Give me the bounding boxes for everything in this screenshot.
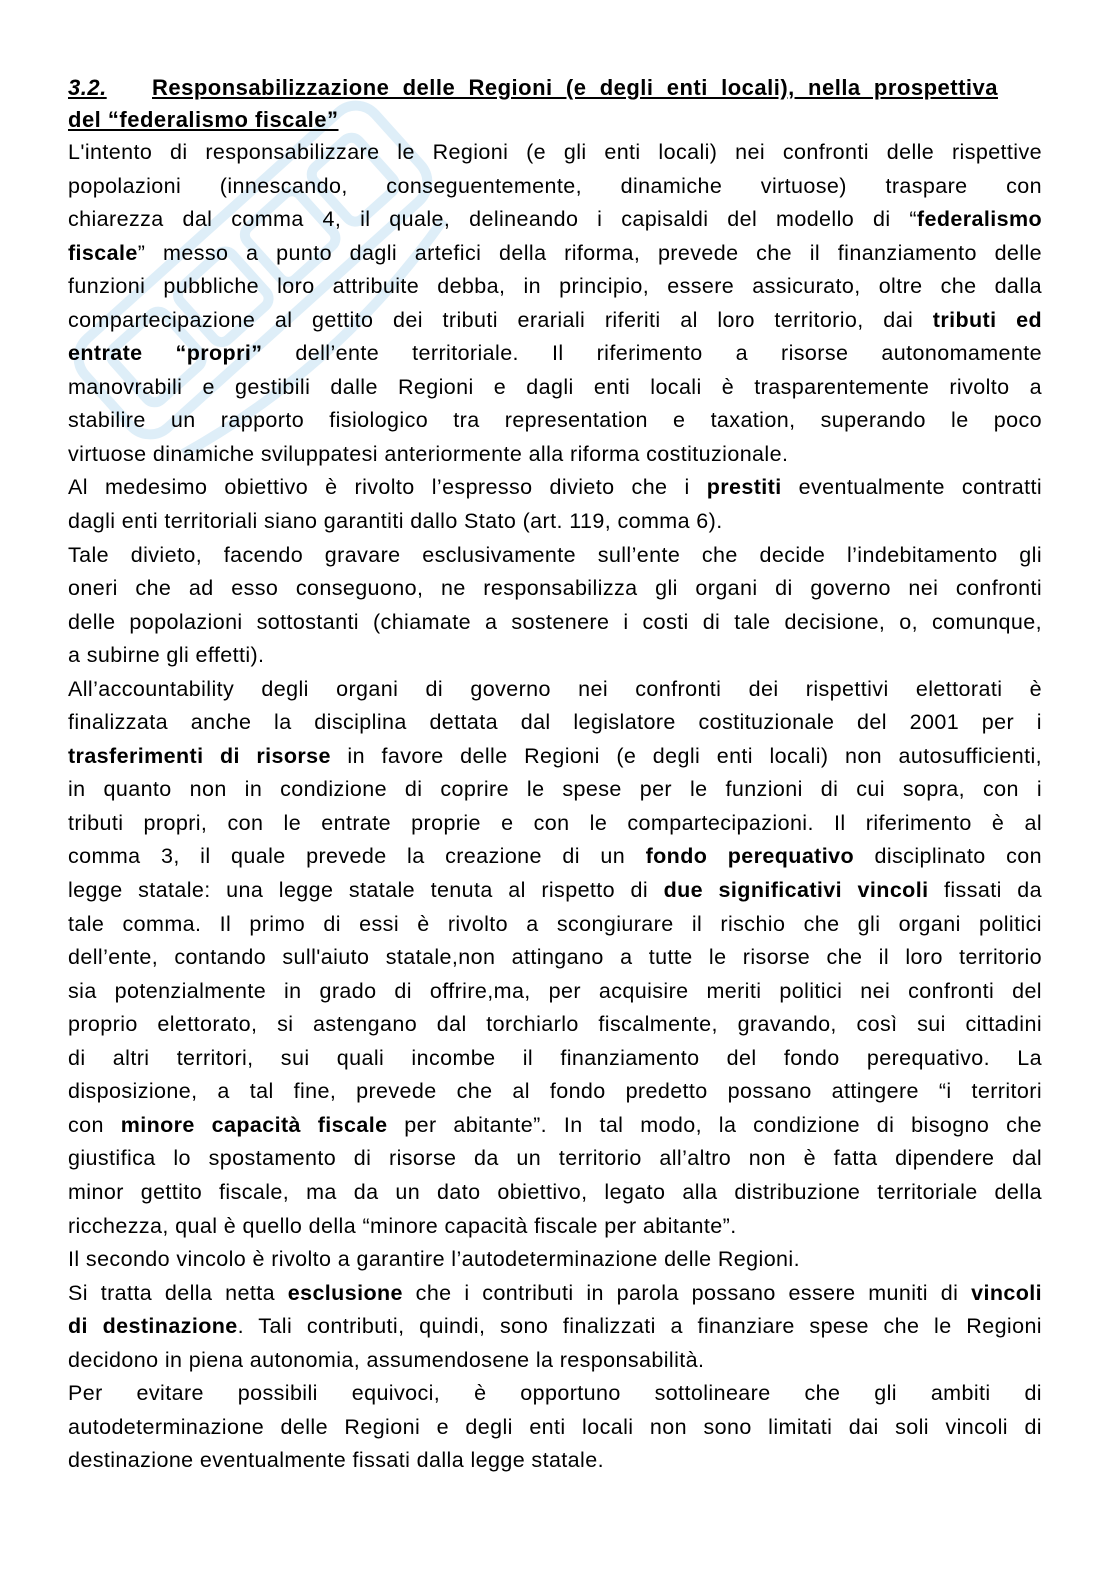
- text-run: Al medesimo obiettivo è rivolto l’espresso divieto che i: [68, 475, 707, 500]
- text-line: [68, 1344, 1042, 1378]
- text-line: [68, 908, 1042, 942]
- text-run: proprio elettorato, si astengano dal torchiarlo fiscalmente, gravando, così sui cittadini: [68, 1012, 1042, 1037]
- bold-term: minore capacità fiscale: [120, 1112, 388, 1137]
- text-line: [68, 773, 1042, 807]
- text-line: [68, 606, 1042, 640]
- bold-term: prestiti: [706, 475, 782, 500]
- paragraph: [68, 471, 1042, 538]
- text-line: [68, 1243, 1042, 1277]
- text-run: Tale divieto, facendo gravare esclusivamente sull’ente che decide l’indebitamento gli: [68, 542, 1042, 567]
- text-line: [68, 539, 1042, 573]
- text-run: disciplinato con: [854, 844, 1043, 869]
- text-run: destinazione eventualmente fissati dalla legge statale.: [68, 1448, 604, 1473]
- text-run: di altri territori, sui quali incombe il finanziamento del fondo perequativo. La: [68, 1045, 1042, 1070]
- text-run: finalizzata anche la disciplina dettata dal legislatore costituzionale del 2001 per i: [68, 710, 1042, 735]
- paragraph: [68, 1243, 1042, 1277]
- text-run: ricchezza, qual è quello della “minore capacità fiscale per abitante”.: [68, 1213, 737, 1238]
- text-line: [68, 639, 1042, 673]
- text-line: [68, 136, 1042, 170]
- text-run: autodeterminazione delle Regioni e degli enti locali non sono limitati dai soli vincoli di: [68, 1414, 1042, 1439]
- bold-term: federalismo: [916, 207, 1042, 232]
- text-run: con: [68, 1112, 121, 1137]
- text-run: che i contributi in parola possano essere muniti di: [402, 1280, 972, 1305]
- text-run: stabilire un rapporto fisiologico tra representation e taxation, superando le poco: [68, 408, 1042, 433]
- text-line: [68, 1075, 1042, 1109]
- bold-term: fondo perequativo: [645, 844, 855, 869]
- heading-title-line2: del “federalismo fiscale”: [68, 107, 339, 132]
- text-line: [68, 404, 1042, 438]
- text-run: Si tratta della netta: [68, 1280, 288, 1305]
- paragraph: [68, 136, 1042, 471]
- heading-title-line1: Responsabilizzazione delle Regioni (e degli enti locali), nella prospettiva: [152, 75, 998, 100]
- text-run: per abitante”. In tal modo, la condizione di bisogno che: [387, 1112, 1042, 1137]
- text-run: legge statale: una legge statale tenuta al rispetto di: [68, 878, 664, 903]
- text-run: disposizione, a tal fine, prevede che al fondo predetto possano attingere “i territori: [68, 1079, 1042, 1104]
- text-run: tale comma. Il primo di essi è rivolto a scongiurare il rischio che gli organi politici: [68, 911, 1042, 936]
- text-run: oneri che ad esso conseguono, ne responsabilizza gli organi di governo nei confronti: [68, 576, 1042, 601]
- text-line: [68, 371, 1042, 405]
- text-run: funzioni pubbliche loro attribuite debba, in principio, essere assicurato, oltre che dalla: [68, 274, 1042, 299]
- text-run: dagli enti territoriali siano garantiti dallo Stato (art. 119, comma 6).: [68, 509, 723, 534]
- text-run: comma 3, il quale prevede la creazione di un: [68, 844, 646, 869]
- text-run: ” messo a punto dagli artefici della riforma, prevede che il finanziamento delle: [137, 240, 1042, 265]
- text-line: [68, 1444, 1042, 1478]
- text-line: [68, 1142, 1042, 1176]
- text-run: popolazioni (innescando, conseguentemente, dinamiche virtuose) traspare con: [68, 173, 1042, 198]
- bold-term: due significativi vincoli: [663, 878, 929, 903]
- text-line: [68, 673, 1042, 707]
- bold-term: tributi ed: [932, 307, 1042, 332]
- bold-term: trasferimenti di risorse: [68, 743, 331, 768]
- text-run: fissati da: [928, 878, 1042, 903]
- text-run: sia potenzialmente in grado di offrire,ma, per acquisire meriti politici nei confronti del: [68, 978, 1042, 1003]
- bold-term: vincoli: [971, 1280, 1042, 1305]
- paragraph: [68, 673, 1042, 1243]
- text-line: [68, 1377, 1042, 1411]
- heading-line: [68, 72, 998, 104]
- text-line: [68, 975, 1042, 1009]
- text-run: a subirne gli effetti).: [68, 643, 265, 668]
- text-run: compartecipazione al gettito dei tributi erariali riferiti al loro territorio, dai: [68, 307, 933, 332]
- text-line: [68, 807, 1042, 841]
- text-run: All’accountability degli organi di governo nei confronti dei rispettivi elettorati è: [68, 676, 1042, 701]
- section-heading: [68, 72, 998, 136]
- text-line: [68, 505, 1042, 539]
- text-line: [68, 941, 1042, 975]
- text-line: [68, 237, 1042, 271]
- text-line: [68, 1008, 1042, 1042]
- paragraph: [68, 1277, 1042, 1378]
- text-run: chiarezza dal comma 4, il quale, delineando i capisaldi del modello di “: [68, 207, 917, 232]
- text-run: L'intento di responsabilizzare le Regioni (e gli enti locali) nei confronti delle rispettive: [68, 140, 1042, 164]
- bold-term: entrate “propri”: [68, 341, 263, 366]
- text-run: giustifica lo spostamento di risorse da un territorio all’altro non è fatta dipendere dal: [68, 1146, 1042, 1171]
- text-line: [68, 1042, 1042, 1076]
- text-line: [68, 840, 1042, 874]
- text-line: [68, 471, 1042, 505]
- bold-term: fiscale: [68, 240, 138, 265]
- text-run: Per evitare possibili equivoci, è opportuno sottolineare che gli ambiti di: [68, 1381, 1042, 1406]
- paragraph: [68, 1377, 1042, 1478]
- text-line: [68, 1277, 1042, 1311]
- text-line: [68, 270, 1042, 304]
- text-run: in quanto non in condizione di coprire le spese per le funzioni di cui sopra, con i: [68, 777, 1042, 802]
- text-run: minor gettito fiscale, ma da un dato obiettivo, legato alla distribuzione territoriale della: [68, 1179, 1042, 1204]
- text-run: delle popolazioni sottostanti (chiamate a sostenere i costi di tale decisione, o, comunque,: [68, 609, 1042, 634]
- text-run: eventualmente contratti: [781, 475, 1042, 500]
- text-run: dell’ente territoriale. Il riferimento a risorse autonomamente: [262, 341, 1042, 366]
- text-run: . Tali contributi, quindi, sono finalizzati a finanziare spese che le Regioni: [237, 1314, 1042, 1339]
- text-run: virtuose dinamiche sviluppatesi anteriormente alla riforma costituzionale.: [68, 441, 789, 466]
- text-line: [68, 740, 1042, 774]
- text-line: [68, 706, 1042, 740]
- body-text: [68, 136, 1042, 1478]
- text-line: [68, 170, 1042, 204]
- text-run: dell’ente, contando sull'aiuto statale,non attingano a tutte le risorse che il loro territorio: [68, 945, 1042, 970]
- text-line: [68, 438, 1042, 472]
- text-run: Il secondo vincolo è rivolto a garantire l’autodeterminazione delle Regioni.: [68, 1247, 800, 1272]
- text-run: tributi propri, con le entrate proprie e con le compartecipazioni. Il riferimento è al: [68, 810, 1042, 835]
- paragraph: [68, 539, 1042, 673]
- text-line: [68, 337, 1042, 371]
- text-run: in favore delle Regioni (e degli enti locali) non autosufficienti,: [330, 743, 1043, 768]
- text-line: [68, 1176, 1042, 1210]
- bold-term: esclusione: [287, 1280, 403, 1305]
- text-line: [68, 1411, 1042, 1445]
- text-run: decidono in piena autonomia, assumendosene la responsabilità.: [68, 1347, 705, 1372]
- section-number: 3.2.: [68, 75, 107, 100]
- text-run: manovrabili e gestibili dalle Regioni e dagli enti locali è trasparentemente rivolto a: [68, 374, 1042, 399]
- text-line: [68, 203, 1042, 237]
- text-line: [68, 1210, 1042, 1244]
- text-line: [68, 572, 1042, 606]
- text-line: [68, 1310, 1042, 1344]
- bold-term: di destinazione: [68, 1314, 238, 1339]
- text-line: [68, 304, 1042, 338]
- text-line: [68, 874, 1042, 908]
- text-line: [68, 1109, 1042, 1143]
